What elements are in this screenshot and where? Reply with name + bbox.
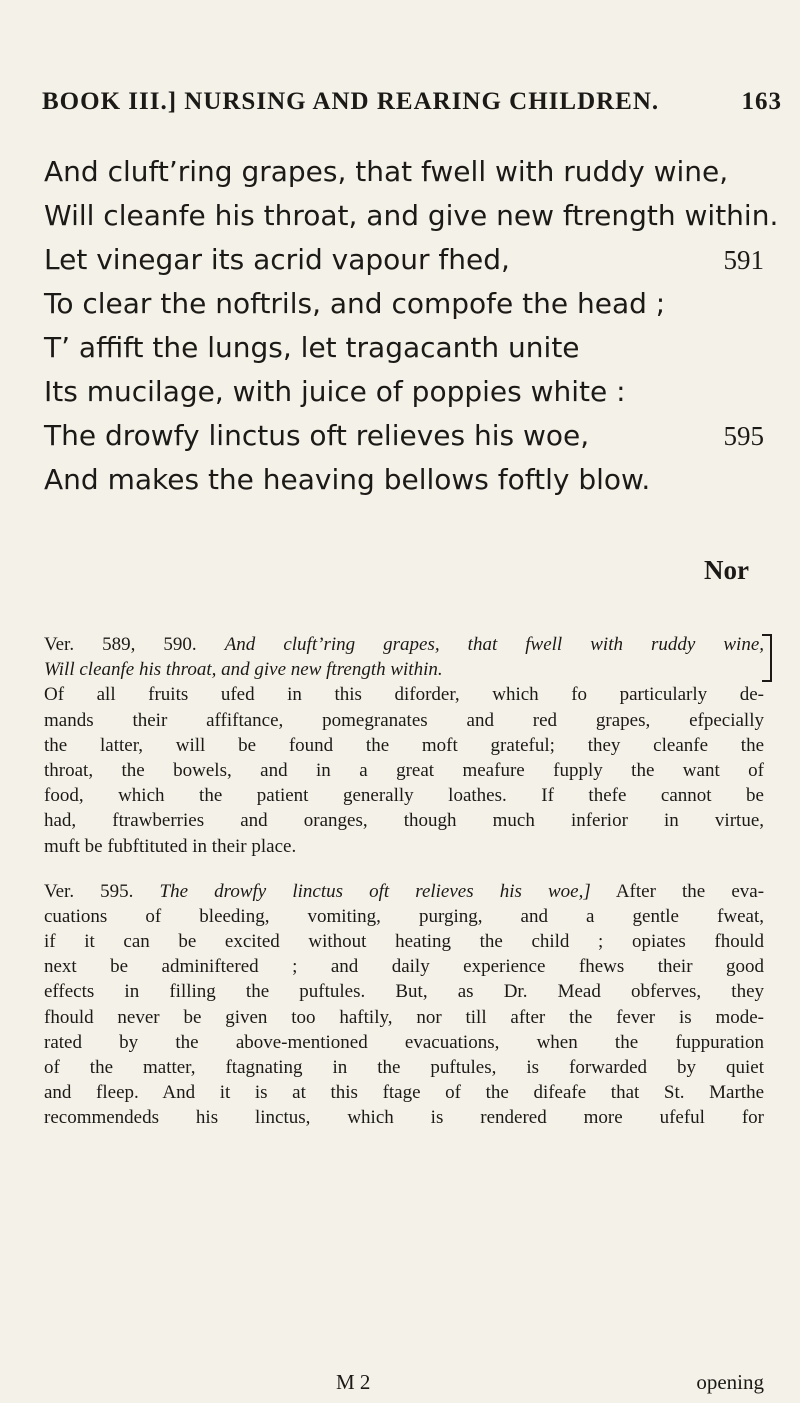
page-footer: [44, 1370, 764, 1398]
verse-line: [44, 282, 764, 326]
verse-text: Will cleanfe his throat, and give new ftrength within.: [44, 199, 779, 232]
verse-line: [44, 370, 764, 414]
verse-text: And cluft’ring grapes, that fwell with ruddy wine,: [44, 155, 729, 188]
note-line: the latter, will be found the moft grateful; they cleanfe the: [44, 734, 764, 756]
verse-text: T’ affift the lungs, let tragacanth unite: [44, 331, 580, 364]
note-ref: Ver. 595.: [44, 880, 134, 902]
note-quote: Will cleanfe his throat, and give new ftrength within.: [44, 659, 443, 681]
note-line: had, ftrawberries and oranges, though much inferior in virtue,: [44, 810, 764, 832]
verse-line: [44, 238, 764, 282]
note-line: mands their affiftance, pomegranates and red grapes, efpecially: [44, 709, 764, 731]
note-line: fhould never be given too haftily, nor till after the fever is mode-: [44, 1006, 764, 1028]
verse-text: Its mucilage, with juice of poppies white :: [44, 375, 626, 408]
note-text: After the eva-: [615, 880, 765, 902]
verse-text: To clear the noftrils, and compofe the head ;: [44, 287, 666, 320]
note-line: throat, the bowels, and in a great meafure fupply the want of: [44, 759, 764, 781]
note-quote-line: [44, 879, 764, 904]
note-ref: Ver. 589, 590.: [44, 634, 197, 655]
note-quote: And cluft’ring grapes, that fwell with ruddy wine,: [224, 634, 765, 655]
verse-text: Let vinegar its acrid vapour fhed,: [44, 243, 510, 276]
note-line: next be adminiftered ; and daily experience fhews their good: [44, 956, 764, 978]
note-line: muft be fubftituted in their place.: [44, 835, 297, 857]
note-line: recommendeds his linctus, which is rendered more ufeful for: [44, 1107, 764, 1129]
running-head-title: BOOK III.] NURSING AND REARING CHILDREN.: [42, 88, 660, 115]
line-number: 595: [723, 421, 764, 451]
verse-line: [44, 326, 764, 370]
note-line: effects in filling the puftules. But, as Dr. Mead obferves, they: [44, 981, 764, 1003]
verse-line: [44, 458, 764, 502]
verse-line: [44, 194, 779, 238]
note-quote-line: [44, 657, 764, 682]
note-line: Of all fruits ufed in this diforder, which fo particularly de-: [44, 684, 764, 706]
notes-block: [44, 632, 764, 1131]
note-line: cuations of bleeding, vomiting, purging, and a gentle fweat,: [44, 905, 764, 927]
note-line: and fleep. And it is at this ftage of the difeafe that St. Marthe: [44, 1082, 764, 1104]
verse-block: [44, 150, 779, 502]
verse-text: And makes the heaving bellows foftly blow.: [44, 463, 651, 496]
note-line: food, which the patient generally loathes. If thefe cannot be: [44, 785, 764, 807]
line-number: 591: [723, 245, 764, 275]
verse-catchword: Nor: [704, 555, 749, 585]
verse-line: [44, 150, 764, 194]
verse-line: [44, 414, 764, 458]
footer-catchword: opening: [696, 1370, 764, 1394]
note-line: if it can be excited without heating the child ; opiates fhould: [44, 931, 764, 953]
note-line: rated by the above-mentioned evacuations, when the fuppuration: [44, 1031, 764, 1053]
note-quote-line: [44, 632, 764, 657]
verse-text: The drowfy linctus oft relieves his woe,: [44, 419, 590, 452]
page-number: 163: [741, 88, 782, 115]
running-head: [42, 88, 782, 116]
note-line: of the matter, ftagnating in the puftules, is forwarded by quiet: [44, 1057, 764, 1078]
signature-mark: M 2: [336, 1370, 371, 1394]
note-quote: The drowfy linctus oft relieves his woe,]: [159, 880, 591, 902]
